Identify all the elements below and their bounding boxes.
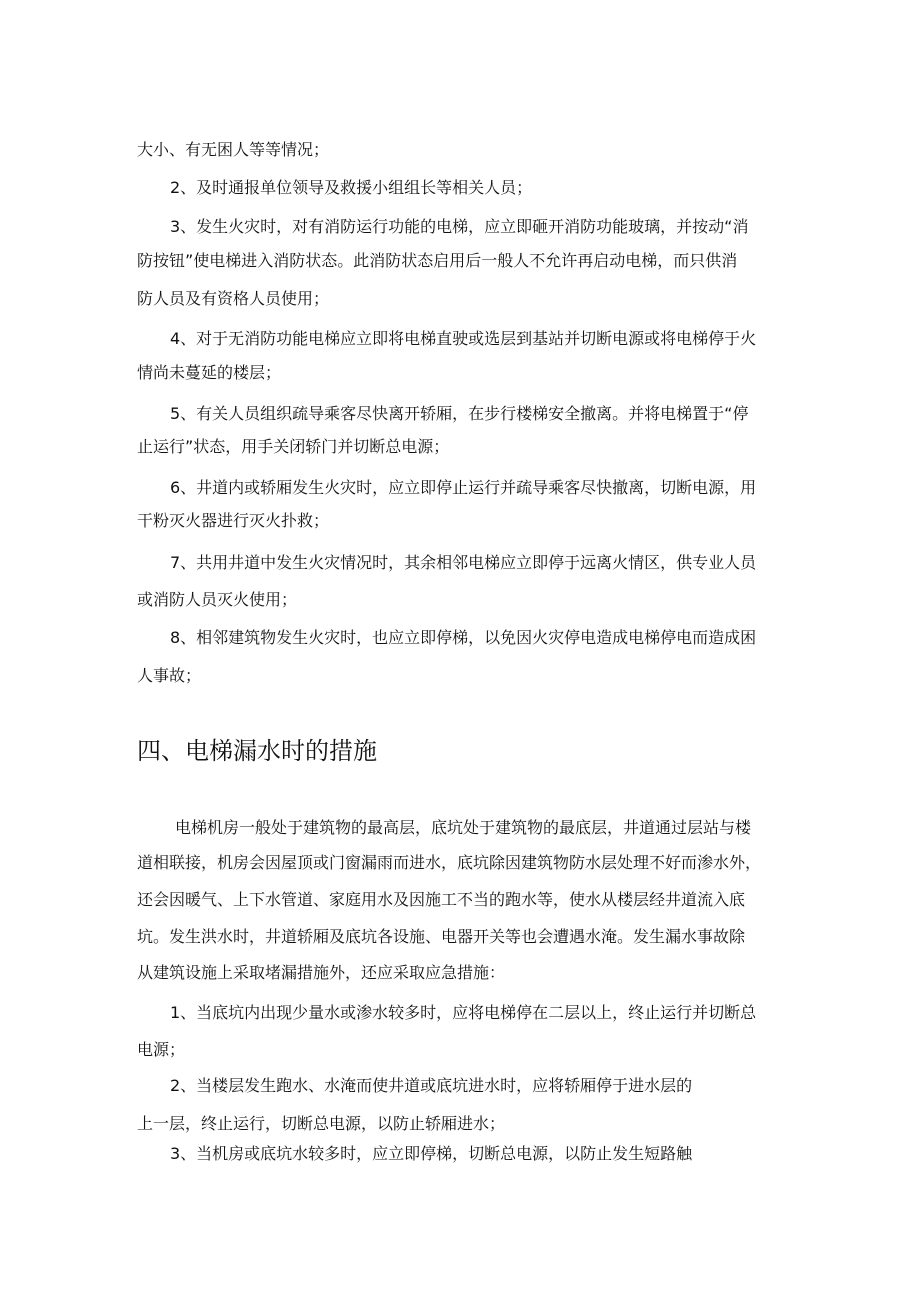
section-heading: 四、电梯漏水时的措施 [137,737,377,765]
paragraph-line: 上一层，终止运行，切断总电源，以防止轿厢进水； [137,1114,506,1133]
paragraph-line: 3、发生火灾时，对有消防运行功能的电梯，应立即砸开消防功能玻璃，并按动“消 [170,217,749,236]
paragraph-line: 2、当楼层发生跑水、水淹而使井道或底坑进水时，应将轿厢停于进水层的 [170,1076,693,1095]
paragraph-line: 防按钮”使电梯进入消防状态。此消防状态启用后一般人不允许再启动电梯，而只供消 [137,251,738,270]
paragraph-line: 止运行”状态，用手关闭轿门并切断总电源； [137,437,450,456]
paragraph-line: 情尚未蔓延的楼层； [137,363,282,382]
paragraph-line: 8、相邻建筑物发生火灾时，也应立即停梯，以免因火灾停电造成电梯停电而造成困 [170,628,757,647]
paragraph-line: 3、当机房或底坑水较多时，应立即停梯，切断总电源，以防止发生短路触 [170,1144,693,1163]
paragraph-line: 道相联接，机房会因屋顶或门窗漏雨而进水，底坑除因建筑物防水层处理不好而渗水外， [137,853,762,872]
paragraph-line: 或消防人员灭火使用； [137,590,298,609]
paragraph-line: 5、有关人员组织疏导乘客尽快离开轿厢，在步行楼梯安全撤离。并将电梯置于“停 [170,404,749,423]
paragraph-line: 大小、有无困人等等情况； [137,140,330,159]
paragraph-line: 防人员及有资格人员使用； [137,289,330,308]
paragraph-line: 还会因暖气、上下水管道、家庭用水及因施工不当的跑水等，使水从楼层经井道流入底 [137,890,746,909]
paragraph-line: 电梯机房一般处于建筑物的最高层，底坑处于建筑物的最底层，井道通过层站与楼 [175,818,752,837]
paragraph-line: 1、当底坑内出现少量水或渗水较多时，应将电梯停在二层以上，终止运行并切断总 [170,1003,757,1022]
paragraph-line: 2、及时通报单位领导及救援小组组长等相关人员； [170,178,533,197]
paragraph-line: 电源； [137,1040,186,1059]
paragraph-line: 从建筑设施上采取堵漏措施外，还应采取应急措施： [137,963,506,982]
paragraph-line: 4、对于无消防功能电梯应立即将电梯直驶或选层到基站并切断电源或将电梯停于火 [170,329,757,348]
paragraph-line: 干粉灭火器进行灭火扑救； [137,511,330,530]
paragraph-line: 人事故； [137,666,202,685]
paragraph-line: 7、共用井道中发生火灾情况时，其余相邻电梯应立即停于远离火情区，供专业人员 [170,553,757,572]
paragraph-line: 坑。发生洪水时，井道轿厢及底坑各设施、电器开关等也会遭遇水淹。发生漏水事故除 [137,927,746,946]
paragraph-line: 6、井道内或轿厢发生火灾时，应立即停止运行并疏导乘客尽快撤离，切断电源，用 [170,478,757,497]
